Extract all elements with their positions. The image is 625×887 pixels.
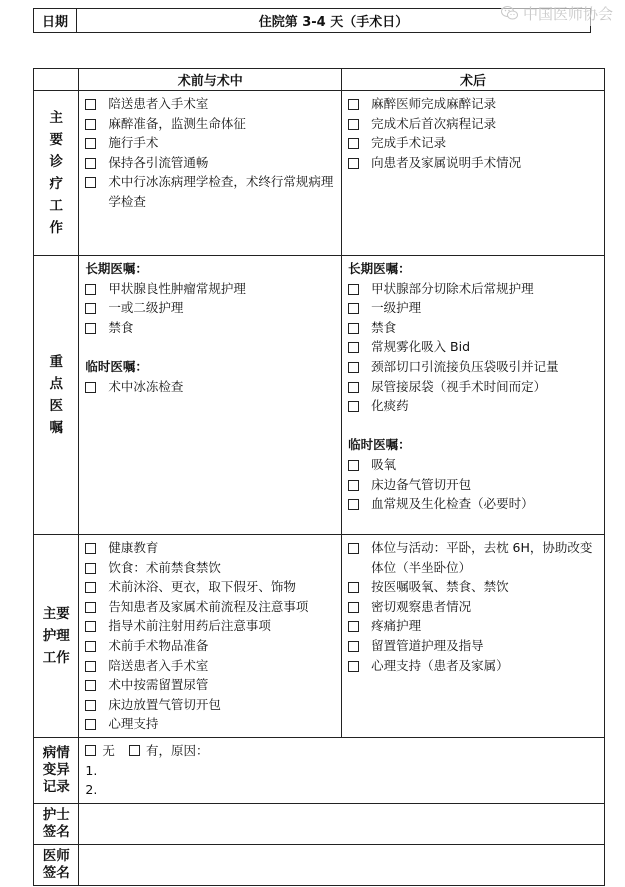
nurse-signature-field[interactable] — [79, 803, 605, 844]
row-doctor-sign — [34, 844, 605, 885]
checkbox[interactable] — [348, 303, 359, 314]
column-pre: 术前与术中 — [79, 69, 342, 91]
checkbox[interactable] — [348, 621, 359, 632]
row-label-variation: 病情 变异 记录 — [34, 737, 79, 803]
row-orders — [34, 256, 605, 535]
checklist-item: 疼痛护理 — [348, 616, 600, 636]
date-label: 日期 — [34, 9, 77, 33]
column-header-row — [34, 69, 605, 91]
checkbox[interactable] — [348, 582, 359, 593]
checkbox[interactable] — [85, 563, 96, 574]
wechat-logo-icon — [501, 6, 518, 20]
checkbox[interactable] — [85, 582, 96, 593]
checklist-item: 术前手术物品准备 — [85, 636, 337, 656]
diagnosis-pre-cell — [79, 91, 342, 256]
watermark — [501, 0, 613, 26]
checklist-item: 指导术前注射用药后注意事项 — [85, 616, 337, 636]
checklist-item: 术前沐浴、更衣，取下假牙、饰物 — [85, 577, 337, 597]
checklist-item: 饮食：术前禁食禁饮 — [85, 558, 337, 578]
option-no-label: 无 — [102, 742, 115, 758]
checklist-item: 陪送患者入手术室 — [85, 94, 337, 114]
checkbox[interactable] — [348, 119, 359, 130]
checkbox[interactable] — [348, 284, 359, 295]
checklist-item: 颈部切口引流接负压袋吸引并记量 — [348, 357, 600, 377]
checklist-item: 术中冰冻检查 — [85, 377, 337, 397]
checkbox[interactable] — [85, 177, 96, 188]
checkbox[interactable] — [348, 342, 359, 353]
checkbox[interactable] — [85, 99, 96, 110]
checklist-item: 术中行冰冻病理学检查，术终行常规病理学检查 — [85, 172, 337, 211]
checkbox[interactable] — [348, 480, 359, 491]
nursing-pre-cell — [79, 535, 342, 738]
temporary-orders-title: 临时医嘱： — [348, 437, 411, 453]
checklist-item: 常规雾化吸入 Bid — [348, 337, 600, 357]
checklist-item: 完成手术记录 — [348, 133, 600, 153]
checklist-item: 健康教育 — [85, 538, 337, 558]
checkbox[interactable] — [85, 382, 96, 393]
row-label-orders: 重 点 医 嘱 — [34, 256, 79, 535]
reason-line-1[interactable]: 1. — [85, 762, 98, 778]
long-term-orders-title: 长期医嘱： — [85, 261, 148, 276]
checklist-item: 体位与活动：平卧，去枕 6H，协助改变体位（半坐卧位） — [348, 538, 600, 577]
checklist-item: 施行手术 — [85, 133, 337, 153]
orders-post-cell — [342, 256, 605, 535]
row-diagnosis — [34, 91, 605, 256]
watermark-text: 中国医师协会 — [522, 4, 613, 23]
checklist-item: 完成术后首次病程记录 — [348, 114, 600, 134]
checkbox[interactable] — [85, 119, 96, 130]
checklist-item: 告知患者及家属术前流程及注意事项 — [85, 597, 337, 617]
checkbox[interactable] — [85, 641, 96, 652]
nursing-post-cell — [342, 535, 605, 738]
checklist-item: 麻醉医师完成麻醉记录 — [348, 94, 600, 114]
temporary-orders-title: 临时医嘱： — [85, 358, 148, 374]
checklist-item: 尿管接尿袋（视手术时间而定） — [348, 377, 600, 397]
checklist-item: 心理支持 — [85, 714, 337, 734]
checkbox[interactable] — [348, 661, 359, 672]
checkbox[interactable] — [348, 499, 359, 510]
checkbox[interactable] — [85, 680, 96, 691]
checkbox-no[interactable] — [85, 745, 96, 756]
row-nurse-sign — [34, 803, 605, 844]
checkbox[interactable] — [85, 621, 96, 632]
checklist-item: 密切观察患者情况 — [348, 597, 600, 617]
checklist-item: 术中按需留置尿管 — [85, 675, 337, 695]
checklist-item: 甲状腺部分切除术后常规护理 — [348, 279, 600, 299]
checkbox[interactable] — [348, 99, 359, 110]
orders-pre-cell — [79, 256, 342, 535]
diagnosis-post-cell — [342, 91, 605, 256]
day-title: 住院第 3-4 天（手术日） — [77, 9, 591, 33]
checkbox[interactable] — [348, 460, 359, 471]
checklist-item: 禁食 — [85, 318, 337, 338]
checkbox[interactable] — [85, 719, 96, 730]
checkbox[interactable] — [348, 362, 359, 373]
checklist-item: 一级护理 — [348, 298, 600, 318]
checklist-item: 禁食 — [348, 318, 600, 338]
row-label-nursing: 主要 护理 工作 — [34, 535, 79, 738]
checkbox[interactable] — [348, 382, 359, 393]
checklist-item: 向患者及家属说明手术情况 — [348, 153, 600, 173]
checkbox[interactable] — [85, 700, 96, 711]
checkbox[interactable] — [348, 138, 359, 149]
variation-options — [85, 741, 600, 761]
checkbox[interactable] — [348, 401, 359, 412]
checkbox-yes[interactable] — [129, 745, 140, 756]
checklist-item: 心理支持（患者及家属） — [348, 656, 600, 676]
checklist-item: 保持各引流管通畅 — [85, 153, 337, 173]
checkbox[interactable] — [348, 602, 359, 613]
column-post: 术后 — [342, 69, 605, 91]
checkbox[interactable] — [85, 158, 96, 169]
checklist-item: 血常规及生化检查（必要时） — [348, 494, 600, 514]
row-nursing — [34, 535, 605, 738]
checkbox[interactable] — [348, 641, 359, 652]
checklist-item: 床边放置气管切开包 — [85, 695, 337, 715]
long-term-orders-title: 长期医嘱： — [348, 261, 411, 276]
corner-cell — [34, 69, 79, 91]
checklist-item: 吸氧 — [348, 455, 600, 475]
checklist-item: 留置管道护理及指导 — [348, 636, 600, 656]
doctor-signature-field[interactable] — [79, 844, 605, 885]
checkbox[interactable] — [348, 543, 359, 554]
row-label-diagnosis: 主 要 诊 疗 工 作 — [34, 91, 79, 256]
checklist-item: 麻醉准备，监测生命体征 — [85, 114, 337, 134]
row-label-nurse-sign: 护士 签名 — [34, 803, 79, 844]
checklist-item: 床边备气管切开包 — [348, 475, 600, 495]
checkbox[interactable] — [85, 323, 96, 334]
row-variation — [34, 737, 605, 803]
checkbox[interactable] — [85, 602, 96, 613]
reason-line-2[interactable]: 2. — [85, 782, 98, 798]
checklist-item: 化痰药 — [348, 396, 600, 416]
checkbox[interactable] — [85, 303, 96, 314]
option-yes-label: 有，原因： — [145, 742, 209, 758]
row-label-doctor-sign: 医师 签名 — [34, 844, 79, 885]
checkbox[interactable] — [348, 323, 359, 334]
checklist-item: 按医嘱吸氧、禁食、禁饮 — [348, 577, 600, 597]
variation-cell — [79, 737, 605, 803]
checkbox[interactable] — [85, 543, 96, 554]
pathway-table — [33, 68, 605, 886]
checkbox[interactable] — [85, 661, 96, 672]
checkbox[interactable] — [348, 158, 359, 169]
checkbox[interactable] — [85, 138, 96, 149]
checklist-item: 一或二级护理 — [85, 298, 337, 318]
checkbox[interactable] — [85, 284, 96, 295]
checklist-item: 甲状腺良性肿瘤常规护理 — [85, 279, 337, 299]
checklist-item: 陪送患者入手术室 — [85, 656, 337, 676]
